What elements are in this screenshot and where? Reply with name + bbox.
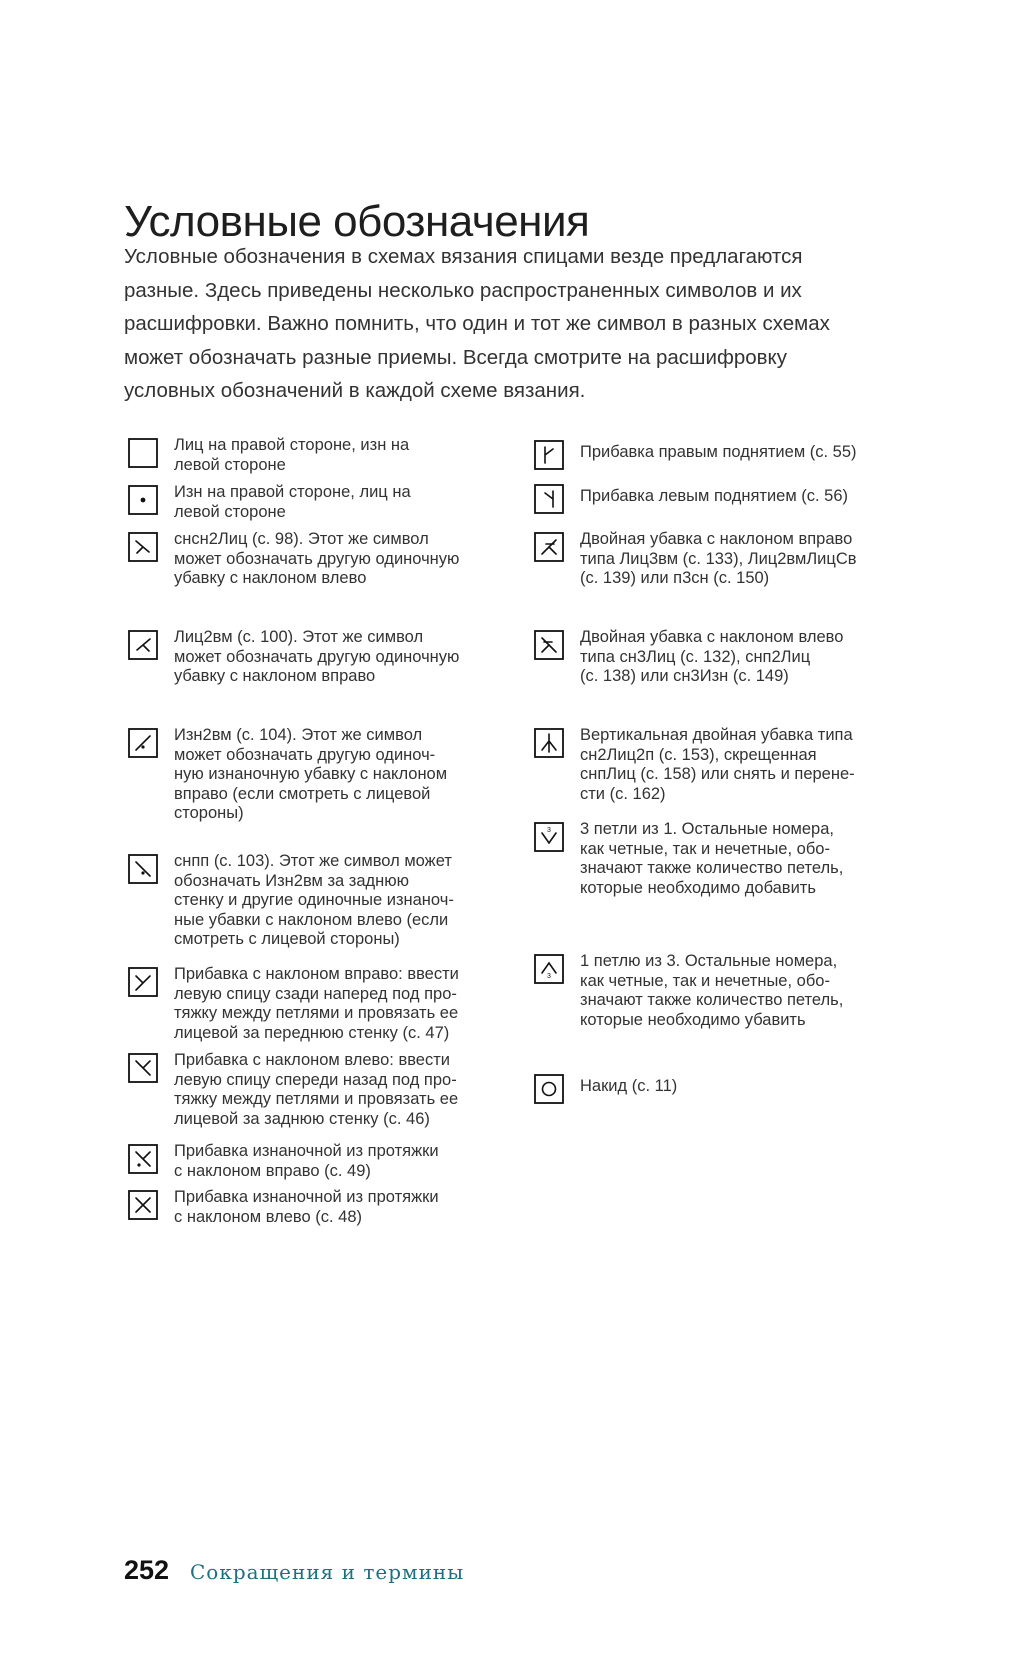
- intro-line: Условные обозначения в схемах вязания спицами везде предлагаются: [124, 245, 803, 268]
- purl-left-increase-icon: [128, 1190, 158, 1220]
- description-line: снсн2Лиц (с. 98). Этот же символ: [174, 530, 429, 548]
- description-line: 1 петлю из 3. Остальные номера,: [580, 952, 838, 970]
- legend-description: [580, 820, 843, 898]
- description-line: Изн2вм (с. 104). Этот же символ: [174, 726, 423, 744]
- purl-left-decrease-icon: [128, 854, 158, 884]
- double-right-decrease-icon: [534, 532, 564, 562]
- description-line: как четные, так и нечетные, обо-: [580, 839, 830, 858]
- description-line: левой стороне: [174, 502, 286, 521]
- description-line: стенку и другие одиночные изнаноч-: [174, 891, 454, 909]
- intro-line: может обозначать разные приемы. Всегда смотрите на расшифровку: [124, 345, 787, 369]
- purl-right-increase-icon: [128, 1144, 158, 1174]
- one-from-three-icon: [534, 954, 564, 984]
- section-name: Сокращения и термины: [190, 1560, 465, 1584]
- description-line: (с. 139) или п3сн (с. 150): [580, 569, 770, 587]
- description-line: сн2Лиц2п (с. 153), скрещенная: [580, 745, 817, 764]
- legend-description: [174, 1142, 439, 1181]
- description-line: Лиц2вм (с. 100). Этот же символ: [174, 628, 424, 646]
- intro-paragraph: [124, 240, 894, 408]
- page-number: 252: [124, 1555, 170, 1585]
- legend-description: [174, 965, 459, 1043]
- description-line: снпЛиц (с. 158) или снять и перене-: [580, 765, 855, 783]
- left-lifted-increase-icon: [128, 1053, 158, 1083]
- description-line: Двойная убавка с наклоном вправо: [580, 530, 853, 548]
- description-line: лицевой за переднюю стенку (с. 47): [174, 1023, 450, 1042]
- empty-square-icon: [128, 438, 158, 468]
- legend-description: [174, 726, 447, 824]
- description-line: смотреть с лицевой стороны): [174, 930, 400, 948]
- description-line: типа Лиц3вм (с. 133), Лиц2вмЛицСв: [580, 549, 857, 568]
- description-line: левой стороне: [174, 455, 286, 474]
- description-line: Прибавка с наклоном вправо: ввести: [174, 965, 459, 983]
- legend-description: [580, 530, 857, 589]
- description-line: стороны): [174, 804, 244, 822]
- description-line: с наклоном вправо (с. 49): [174, 1161, 371, 1180]
- description-line: ную изнаночную убавку с наклоном: [174, 765, 448, 783]
- description-line: убавку с наклоном влево: [174, 569, 367, 587]
- legend-description: [580, 443, 857, 463]
- legend-description: [580, 487, 848, 507]
- right-lifted-increase-icon: [128, 967, 158, 997]
- legend-description: [580, 1077, 677, 1097]
- description-line: убавку с наклоном вправо: [174, 667, 376, 685]
- description-line: тяжку между петлями и провязать ее: [174, 1004, 459, 1022]
- intro-line: расшифровки. Важно помнить, что один и тот же символ в разных схемах: [124, 312, 830, 335]
- right-slant-decrease-icon: [128, 630, 158, 660]
- description-line: Прибавка с наклоном влево: ввести: [174, 1051, 451, 1069]
- svg-text:3: 3: [547, 827, 551, 834]
- legend-description: [174, 852, 454, 950]
- description-line: значают также количество петель,: [580, 991, 844, 1009]
- legend-description: [580, 952, 843, 1030]
- legend-description: [580, 628, 843, 687]
- description-line: Накид (с. 11): [580, 1077, 678, 1095]
- legend-description: [174, 1188, 439, 1227]
- dot-square-icon: [128, 485, 158, 515]
- purl-right-decrease-icon: [128, 728, 158, 758]
- description-line: Вертикальная двойная убавка типа: [580, 726, 853, 744]
- legend-description: [174, 530, 459, 589]
- intro-line: разные. Здесь приведены несколько распространенных символов и их: [124, 278, 802, 302]
- description-line: значают также количество петель,: [580, 859, 844, 877]
- description-line: может обозначать другую одиноч-: [174, 745, 436, 764]
- description-line: может обозначать другую одиночную: [174, 549, 460, 568]
- description-line: типа сн3Лиц (с. 132), снп2Лиц: [580, 647, 811, 666]
- description-line: Прибавка изнаночной из протяжки: [174, 1188, 439, 1206]
- description-line: как четные, так и нечетные, обо-: [580, 971, 830, 990]
- description-line: Изн на правой стороне, лиц на: [174, 483, 411, 501]
- intro-line: условных обозначений в каждой схеме вязания.: [124, 379, 586, 402]
- three-from-one-icon: [534, 822, 564, 852]
- description-line: сти (с. 162): [580, 784, 666, 803]
- description-line: с наклоном влево (с. 48): [174, 1207, 363, 1226]
- description-line: ные убавки с наклоном влево (если: [174, 910, 449, 929]
- description-line: Лиц на правой стороне, изн на: [174, 436, 410, 454]
- description-line: которые необходимо убавить: [580, 1010, 806, 1029]
- description-line: вправо (если смотреть с лицевой: [174, 784, 431, 803]
- legend-description: [174, 436, 409, 475]
- svg-text:3: 3: [547, 973, 551, 980]
- description-line: Прибавка изнаночной из протяжки: [174, 1142, 439, 1160]
- description-line: лицевой за заднюю стенку (с. 46): [174, 1109, 430, 1128]
- right-raised-increase-icon: [534, 440, 564, 470]
- description-line: тяжку между петлями и провязать ее: [174, 1090, 459, 1108]
- legend-description: [174, 483, 411, 522]
- description-line: Прибавка левым поднятием (с. 56): [580, 487, 849, 505]
- description-line: которые необходимо добавить: [580, 878, 816, 897]
- description-line: левую спицу спереди назад под про-: [174, 1070, 457, 1089]
- page-title: Условные обозначения: [124, 197, 590, 247]
- description-line: может обозначать другую одиночную: [174, 647, 460, 666]
- legend-description: [174, 628, 459, 687]
- yarn-over-icon: [534, 1074, 564, 1104]
- description-line: Двойная убавка с наклоном влево: [580, 628, 844, 646]
- description-line: Прибавка правым поднятием (с. 55): [580, 443, 857, 461]
- description-line: снпп (с. 103). Этот же символ может: [174, 852, 452, 870]
- left-slant-decrease-icon: [128, 532, 158, 562]
- double-left-decrease-icon: [534, 630, 564, 660]
- vertical-double-decrease-icon: [534, 728, 564, 758]
- description-line: (с. 138) или сн3Изн (с. 149): [580, 667, 789, 685]
- legend-description: [580, 726, 855, 804]
- description-line: 3 петли из 1. Остальные номера,: [580, 820, 834, 838]
- description-line: левую спицу сзади наперед под про-: [174, 984, 457, 1003]
- left-raised-increase-icon: [534, 484, 564, 514]
- legend-description: [174, 1051, 458, 1129]
- description-line: обозначать Изн2вм за заднюю: [174, 871, 410, 890]
